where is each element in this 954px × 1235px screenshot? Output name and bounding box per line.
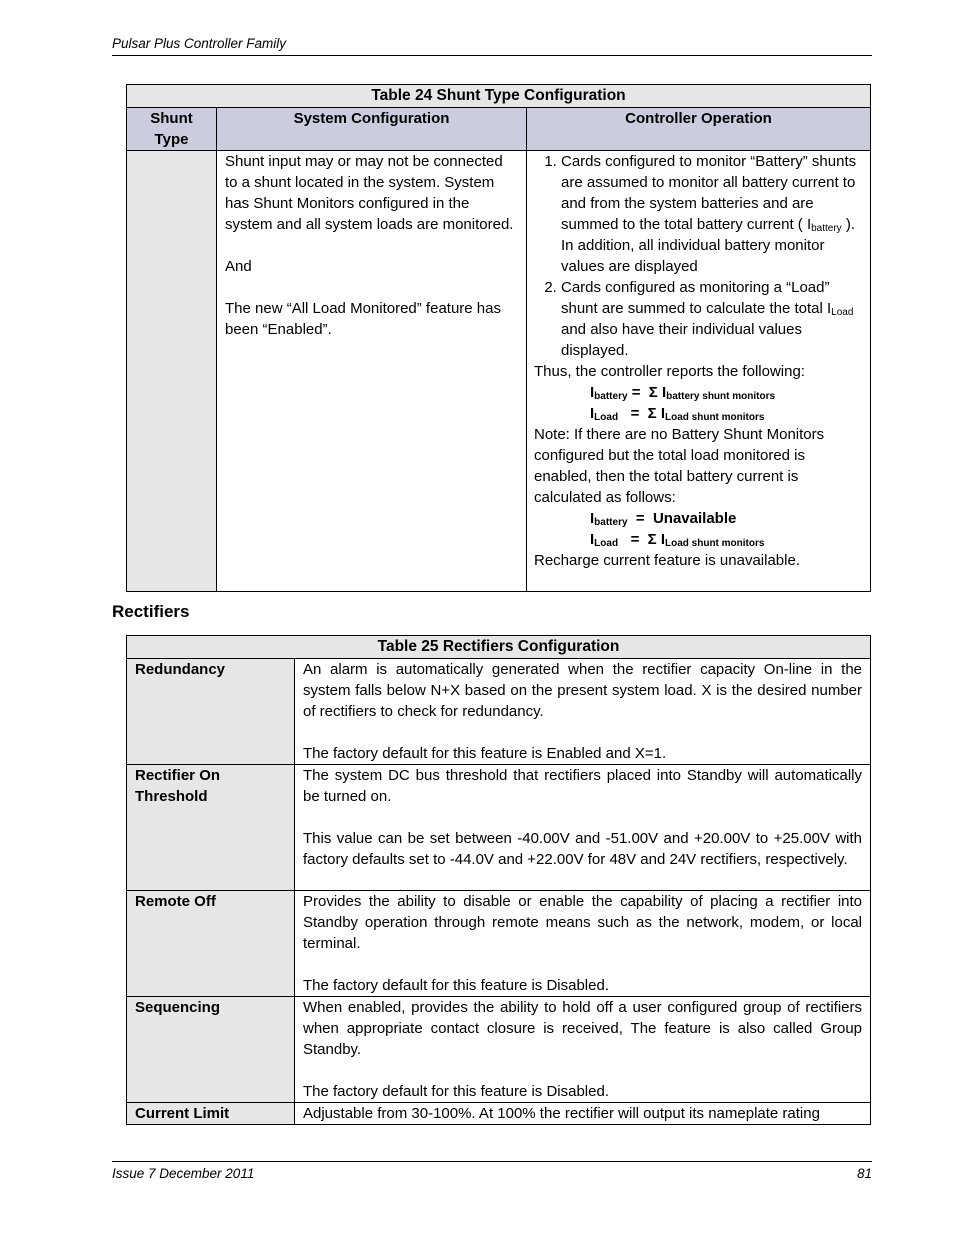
- recharge-text: Recharge current feature is unavailable.: [534, 552, 800, 569]
- sys-config-para-2: And: [225, 258, 252, 275]
- col-header-controller-operation: Controller Operation: [527, 108, 871, 151]
- formula-battery-unavailable: $I_{battery}$ = Unavailable: [590, 510, 737, 528]
- sys-config-para-3: The new “All Load Monitored” feature has been “Enabled”.: [225, 300, 501, 338]
- running-footer: [112, 1161, 872, 1181]
- page-number: 81: [856, 1166, 872, 1181]
- sys-config-para-1: Shunt input may or may not be connected to a shunt located in the system. System has Shunt Monitors configured in the system and all system loads are monitored.: [225, 153, 514, 233]
- formula-battery: $I_{battery} = \Sigma$ $I_{battery shunt monitors}$: [590, 384, 776, 402]
- formula-load-2: $I_{Load} = \Sigma$ $I_{Load shunt monitors}$: [590, 531, 765, 549]
- row-label-remote-off: Remote Off: [127, 891, 295, 997]
- row-label-sequencing: Sequencing: [127, 997, 295, 1103]
- operation-item-battery: 1. Cards configured to monitor “Battery” shunts are assumed to monitor all battery current to and from the system batteries and are summed to the total battery current ( $I_{battery}$ ). In addition, all individual battery monitor values are displayed: [561, 151, 862, 277]
- thus-text: Thus, the controller reports the following:: [534, 363, 805, 380]
- row-desc-rectifier-on-threshold: The system DC bus threshold that rectifiers placed into Standby will automatically be turned on. This value can be set between -40.00V and -51.00V and +20.00V to +25.00V with factory defaults set to -44.0V and +22.00V for 48V and 24V rectifiers, respectively.: [295, 765, 871, 891]
- note-text: Note: If there are no Battery Shunt Monitors configured but the total load monitored is enabled, then the total battery current is calculated as follows:: [534, 426, 825, 506]
- row-desc-sequencing: When enabled, provides the ability to hold off a user configured group of rectifiers when appropriate contact closure is received, The feature is also called Group Standby. The factory default for this feature is Disabled.: [295, 997, 871, 1103]
- shunt-type-cell: [127, 151, 217, 592]
- col-header-shunt-type: Shunt Type: [127, 108, 217, 151]
- formula-load: $I_{Load} = \Sigma$ $I_{Load shunt monitors}$: [590, 405, 765, 423]
- running-header: Pulsar Plus Controller Family: [112, 36, 872, 56]
- row-desc-redundancy: An alarm is automatically generated when the rectifier capacity On-line in the system falls below N+X based on the present system load. X is the desired number of rectifiers to check for redundancy. The factory default for this feature is Enabled and X=1.: [295, 659, 871, 765]
- section-heading-rectifiers: Rectifiers: [112, 602, 190, 621]
- table-24-shunt-type: [126, 84, 871, 592]
- system-configuration-cell: [217, 151, 527, 592]
- operation-list: [534, 151, 862, 361]
- row-label-current-limit: Current Limit: [127, 1103, 295, 1125]
- operation-item-load: 2. Cards configured as monitoring a “Load” shunt are summed to calculate the total $I_{Load}$ and also have their individual values displayed.: [561, 277, 862, 361]
- row-desc-remote-off: Provides the ability to disable or enable the capability of placing a rectifier into Standby operation through remote means such as the network, modem, or local terminal. The factory default for this feature is Disabled.: [295, 891, 871, 997]
- row-label-redundancy: Redundancy: [127, 659, 295, 765]
- row-label-rectifier-on-threshold: Rectifier On Threshold: [127, 765, 295, 891]
- footer-issue: Issue 7 December 2011: [112, 1166, 255, 1181]
- table-25-caption: Table 25 Rectifiers Configuration: [127, 636, 871, 659]
- row-desc-current-limit: Adjustable from 30-100%. At 100% the rectifier will output its nameplate rating: [295, 1103, 871, 1125]
- table-25-rectifiers: [126, 635, 871, 1125]
- controller-operation-cell: [527, 151, 871, 592]
- col-header-system-configuration: System Configuration: [217, 108, 527, 151]
- table-24-caption: Table 24 Shunt Type Configuration: [127, 85, 871, 108]
